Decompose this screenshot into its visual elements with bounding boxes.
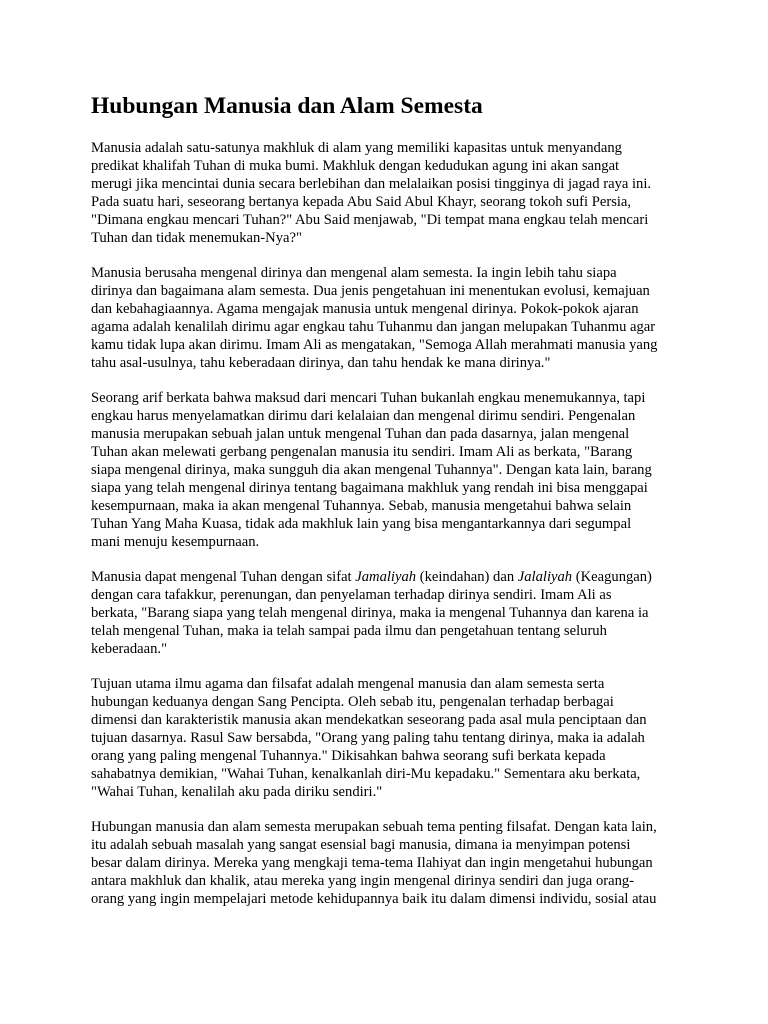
- text-line: Hubungan manusia dan alam semesta merupakan sebuah tema penting filsafat. Dengan kata lain,: [91, 819, 657, 835]
- text-line: mani menuju kesempurnaan.: [91, 534, 260, 550]
- text-line: Pada suatu hari, seseorang bertanya kepada Abu Said Abul Khayr, seorang tokoh sufi Persia,: [91, 194, 632, 210]
- text-line: hubungan keduanya dengan Sang Pencipta. Oleh sebab itu, pengenalan terhadap berbagai: [91, 694, 614, 710]
- text-line: Tuhan Yang Maha Kuasa, tidak ada makhluk lain yang bisa mengantarkannya dari segumpal: [91, 516, 632, 532]
- text-span: Manusia dapat mengenal Tuhan dengan sifat: [91, 569, 356, 585]
- document-page: [91, 92, 689, 925]
- text-line: [91, 568, 689, 586]
- text-line: siapa yang telah mengenal dirinya tentang bagaimana makhluk yang rendah ini bisa menggapai: [91, 480, 648, 496]
- text-line: Tuhan dan tidak menemukan-Nya?": [91, 230, 302, 246]
- text-line: Manusia berusaha mengenal dirinya dan mengenal alam semesta. Ia ingin lebih tahu siapa: [91, 265, 617, 281]
- text-line: antara makhluk dan khalik, atau mereka yang ingin mengenal dirinya sendiri dan juga orang-: [91, 873, 635, 889]
- document-title: Hubungan Manusia dan Alam Semesta: [91, 93, 483, 119]
- text-span: (Keagungan): [572, 569, 652, 585]
- text-line: "Dimana engkau mencari Tuhan?" Abu Said menjawab, "Di tempat mana engkau telah mencari: [91, 212, 649, 228]
- text-line: besar dalam dirinya. Mereka yang mengkaji tema-tema Ilahiyat dan ingin mengetahui hubungan: [91, 855, 653, 871]
- paragraph-5: [91, 675, 689, 801]
- text-line: kesempurnaan, maka ia akan mengenal Tuhannya. Sebab, manusia mengetahui bahwa selain: [91, 498, 632, 514]
- text-line: dan kebahagiaannya. Agama mengajak manusia untuk mengenal dirinya. Pokok-pokok ajaran: [91, 301, 639, 317]
- text-line: dirinya dan bagaimana alam semesta. Dua jenis pengetahuan ini menentukan evolusi, kemajuan: [91, 283, 650, 299]
- text-line: orang yang paling mengenal Tuhannya." Dikisahkan bahwa seorang sufi berkata kepada: [91, 748, 606, 764]
- paragraph-4: [91, 568, 689, 658]
- text-span: (keindahan) dan: [416, 569, 518, 585]
- text-line: Tuhan akan melewati gerbang pengenalan manusia itu sendiri. Imam Ali as berkata, "Barang: [91, 444, 633, 460]
- text-line: siapa mengenal dirinya, maka sungguh dia akan mengenal Tuhannya". Dengan kata lain, barang: [91, 462, 652, 478]
- text-line: telah mengenal Tuhan, maka ia telah sampai pada ilmu dan pengetahuan tentang seluruh: [91, 623, 607, 639]
- text-line: sahabatnya demikian, "Wahai Tuhan, kenalkanlah diri-Mu kepadaku." Sementara aku berkata,: [91, 766, 641, 782]
- text-line: "Wahai Tuhan, kenalilah aku pada diriku sendiri.": [91, 784, 383, 800]
- paragraph-3: [91, 389, 689, 551]
- paragraph-2: [91, 264, 689, 372]
- text-line: engkau harus menyelamatkan dirimu dari kelalaian dan mengenal dirimu sendiri. Pengenalan: [91, 408, 636, 424]
- text-line: dengan cara tafakkur, perenungan, dan penyelaman terhadap dirinya sendiri. Imam Ali as: [91, 587, 612, 603]
- text-line: Manusia adalah satu-satunya makhluk di alam yang memiliki kapasitas untuk menyandang: [91, 140, 622, 156]
- italic-term-jamaliyah: Jamaliyah: [355, 569, 417, 585]
- text-line: tahu asal-usulnya, tahu keberadaan dirinya, dan tahu hendak ke mana dirinya.": [91, 355, 551, 371]
- text-line: manusia merupakan sebuah jalan untuk mengenal Tuhan dan pada dasarnya, jalan mengenal: [91, 426, 630, 442]
- text-line: kamu tidak lupa akan dirimu. Imam Ali as mengatakan, "Semoga Allah merahmati manusia yang: [91, 337, 658, 353]
- text-line: Tujuan utama ilmu agama dan filsafat adalah mengenal manusia dan alam semesta serta: [91, 676, 605, 692]
- text-line: Seorang arif berkata bahwa maksud dari mencari Tuhan bukanlah engkau menemukannya, tapi: [91, 390, 646, 406]
- paragraph-1: [91, 139, 689, 247]
- text-line: itu adalah sebuah masalah yang sangat esensial bagi manusia, dimana ia menyimpan potensi: [91, 837, 631, 853]
- text-line: tujuan dasarnya. Rasul Saw bersabda, "Orang yang paling tahu tentang dirinya, maka ia adalah: [91, 730, 645, 746]
- text-line: merugi jika mencintai dunia secara berlebihan dan melalaikan posisi tingginya di jagad raya ini.: [91, 176, 652, 192]
- text-line: dimensi dan karakteristik manusia akan mendekatkan seseorang pada asal mula penciptaan dan: [91, 712, 647, 728]
- text-line: predikat khalifah Tuhan di muka bumi. Makhluk dengan kedudukan agung ini akan sangat: [91, 158, 620, 174]
- italic-term-jalaliyah: Jalaliyah: [517, 569, 573, 585]
- text-line: keberadaan.": [91, 641, 168, 657]
- text-line: orang yang ingin mempelajari metode kehidupannya baik itu dalam dimensi individu, sosial atau: [91, 891, 657, 907]
- text-line: agama adalah kenalilah dirimu agar engkau tahu Tuhanmu dan jangan melupakan Tuhanmu agar: [91, 319, 656, 335]
- paragraph-6: [91, 818, 689, 908]
- text-line: berkata, "Barang siapa yang telah mengenal dirinya, maka ia mengenal Tuhannya dan karena ia: [91, 605, 649, 621]
